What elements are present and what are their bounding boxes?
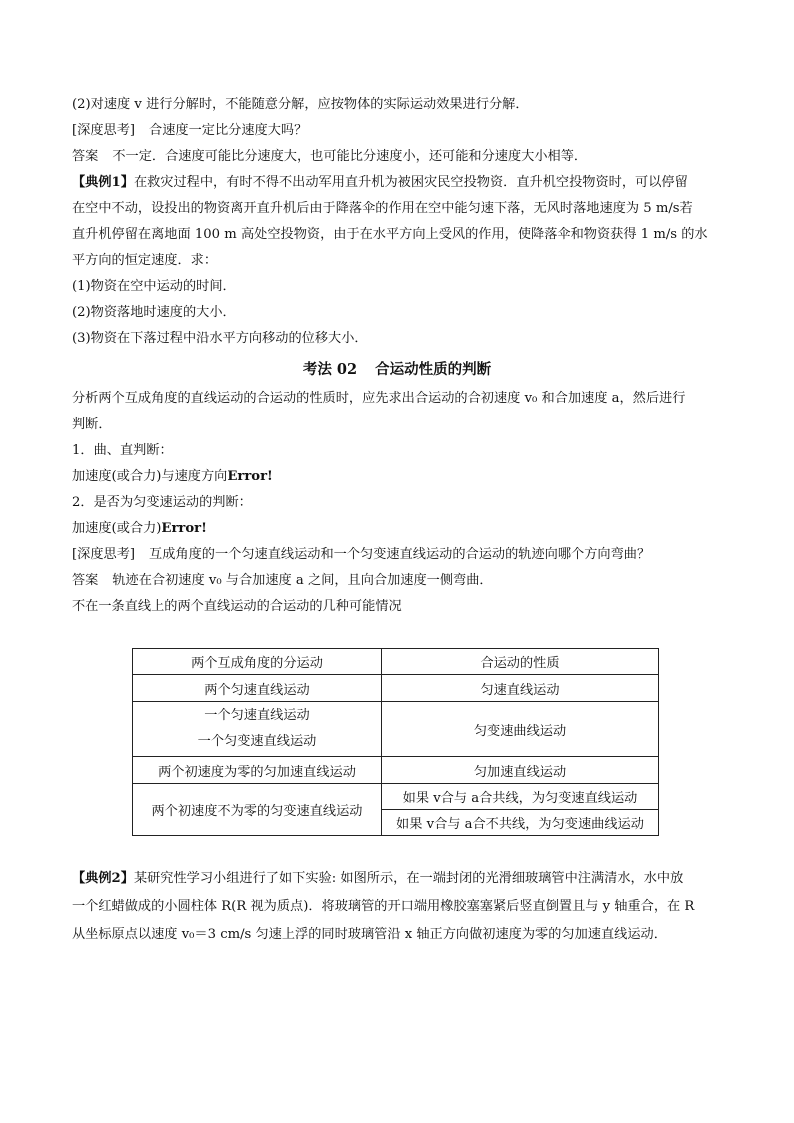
table-cell xyxy=(133,702,382,757)
deep-thinking-tag: [深度思考] xyxy=(72,547,136,562)
section-number: 考法 02 xyxy=(302,361,358,378)
question-1: (1)物资在空中运动的时间． xyxy=(72,279,236,294)
deep-thinking-line-2 xyxy=(72,542,722,568)
table-cell-line: 一个匀速直线运动 xyxy=(204,708,310,723)
example1-line-1 xyxy=(72,170,722,196)
answer-text: 轨迹在合初速度 v₀ 与合加速度 a 之间，且向合加速度一侧弯曲． xyxy=(112,573,493,588)
error-text: Error! xyxy=(161,521,207,536)
example2-block xyxy=(72,865,722,949)
deep-thinking-tag: [深度思考] xyxy=(72,123,136,138)
analysis-line-1: 分析两个互成角度的直线运动的合运动的性质时，应先求出合运动的合初速度 v₀ 和合加速度 a，然后进行 xyxy=(72,391,686,406)
step-1-label: 加速度(或合力)与速度方向 xyxy=(72,469,228,484)
example1-line-3: 直升机停留在离地面 100 m 高处空投物资，由于在水平方向上受风的作用，使降落伞和物资获得 1 m/s 的水 xyxy=(72,227,708,242)
table-row xyxy=(133,757,659,784)
question-2: (2)物资落地时速度的大小． xyxy=(72,305,236,320)
table-row xyxy=(133,702,659,757)
deep-thinking-question: 合速度一定比分速度大吗？ xyxy=(149,123,308,138)
example2-text: 某研究性学习小组进行了如下实验: 如图所示，在一端封闭的光滑细玻璃管中注满清水，水中放 xyxy=(133,871,684,886)
answer-line xyxy=(72,144,722,170)
table-header-cell: 合运动的性质 xyxy=(382,649,659,675)
example1-line-4: 平方向的恒定速度．求： xyxy=(72,253,218,268)
step-1-text xyxy=(72,464,722,490)
example1-line-2: 在空中不动，设投出的物资离开直升机后由于降落伞的作用在空中能匀速下落，无风时落地速度为 5 m/s若 xyxy=(72,201,693,216)
table-cell: 如果 v合与 a合共线，为匀变速直线运动 xyxy=(382,784,659,810)
deep-thinking-question: 互成角度的一个匀速直线运动和一个匀变速直线运动的合运动的轨迹向哪个方向弯曲？ xyxy=(149,547,651,562)
section-title: 合运动性质的判断 xyxy=(375,361,492,378)
example2-line-2: 一个红蜡做成的小圆柱体 R(R 视为质点)．将玻璃管的开口端用橡胶塞塞紧后竖直倒置且与 y 轴重合，在 R xyxy=(72,899,695,914)
step-1-heading: 1．曲、直判断： xyxy=(72,443,173,458)
answer-tag: 答案 xyxy=(72,149,99,164)
step-2-label: 加速度(或合力) xyxy=(72,521,162,536)
answer-line-2 xyxy=(72,568,722,594)
step-2-text xyxy=(72,516,722,542)
table-cell: 匀速直线运动 xyxy=(382,675,659,702)
table-row xyxy=(133,784,659,810)
table-cell-line: 一个匀变速直线运动 xyxy=(197,734,317,749)
table-header-cell: 两个互成角度的分运动 xyxy=(133,649,382,675)
motion-table xyxy=(132,648,659,836)
table-cell: 两个匀速直线运动 xyxy=(133,675,382,702)
table-cell: 如果 v合与 a合不共线，为匀变速曲线运动 xyxy=(382,810,659,836)
table-cell: 两个初速度为零的匀加速直线运动 xyxy=(133,757,382,784)
text-line: (2)对速度 v 进行分解时，不能随意分解，应按物体的实际运动效果进行分解． xyxy=(72,97,529,112)
table-cell: 两个初速度不为零的匀变速直线运动 xyxy=(133,784,382,836)
table-cell: 匀加速直线运动 xyxy=(382,757,659,784)
example2-tag: 【典例2】 xyxy=(72,871,134,886)
example1-tag: 【典例1】 xyxy=(72,175,134,190)
answer-tag: 答案 xyxy=(72,573,99,588)
answer-text: 不一定．合速度可能比分速度大，也可能比分速度小，还可能和分速度大小相等． xyxy=(112,149,588,164)
page-content xyxy=(72,92,722,620)
table-row xyxy=(133,675,659,702)
section-heading xyxy=(72,356,722,384)
error-text: Error! xyxy=(227,469,273,484)
example2-line-1 xyxy=(72,865,722,893)
analysis-line-2: 判断． xyxy=(72,417,112,432)
example1-text: 在救灾过程中，有时不得不出动军用直升机为被困灾民空投物资．直升机空投物资时，可以停留 xyxy=(133,175,688,190)
question-3: (3)物资在下落过程中沿水平方向移动的位移大小． xyxy=(72,331,368,346)
table-header-row xyxy=(133,649,659,675)
step-2-heading: 2．是否为匀变速运动的判断： xyxy=(72,495,252,510)
deep-thinking-line xyxy=(72,118,722,144)
table-intro: 不在一条直线上的两个直线运动的合运动的几种可能情况 xyxy=(72,599,402,614)
example2-line-3: 从坐标原点以速度 v₀＝3 cm/s 匀速上浮的同时玻璃管沿 x 轴正方向做初速度为零的匀加速直线运动． xyxy=(72,927,667,942)
table-cell: 匀变速曲线运动 xyxy=(382,702,659,757)
